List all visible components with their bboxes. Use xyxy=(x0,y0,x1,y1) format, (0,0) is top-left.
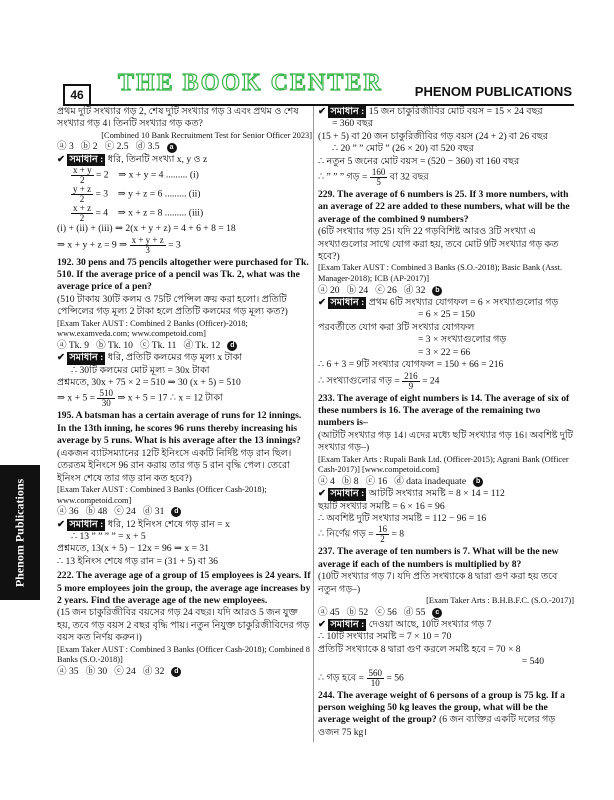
solution-line: প্রশ্নমতে, 13(x + 5) − 12x = 96 ⇒ x = 31 xyxy=(57,543,209,555)
side-tab-label: Phenom Publications xyxy=(12,478,27,587)
answer-badge: c xyxy=(432,608,442,618)
watermark: THE BOOK CENTER xyxy=(118,70,383,96)
publisher-name: PHENOM PUBLICATIONS xyxy=(414,84,572,99)
frac-den: 3 xyxy=(145,244,150,255)
solution-line: ধরি, তিনটি সংখ্যা x, y ও z xyxy=(107,153,208,165)
check-icon: ✔ xyxy=(57,352,66,364)
option-b: ⓑ 30 xyxy=(85,665,108,677)
question-source: [Exam Taker AUST : Combined 3 Banks (Officer Cash-2018); Combined 8 Banks (S.O.-2018)] xyxy=(57,644,310,665)
option-b: ⓑ 48 xyxy=(85,506,108,518)
check-icon: ✔ xyxy=(318,618,327,630)
question-number: 244. xyxy=(318,689,335,701)
question-229 xyxy=(318,189,574,390)
solution-line: = 540 xyxy=(521,656,544,668)
right-column xyxy=(318,106,574,741)
question-number: 195. xyxy=(57,410,74,422)
check-icon: ✔ xyxy=(57,153,66,165)
option-a: ⓐ 35 xyxy=(57,665,79,677)
options xyxy=(318,285,574,297)
solution-line: 15 জন চাকুরিজীবির মোট বয়স = 15 × 24 বছর xyxy=(368,106,543,117)
question-body: The average of 6 numbers is 25. If 3 more numbers, with an average of 22 are added to these numbers, what will be the average of the combined 9 numbers? xyxy=(318,189,570,225)
solution-line: = 360 বছর xyxy=(332,118,374,130)
question-bn: (একজন ব্যাটসম্যানের 12টি ইনিংসে একটি নির্দিষ্ট গড় রান ছিল। তেরতম ইনিংসে 96 রান করায় তার গড় 5 রান বৃদ্ধি পেল। তেরো ইনিংস শেষে তার গড় রান কত হবে?) xyxy=(57,447,292,484)
question-bn: (6টি সংখ্যার গড় 25। যদি 22 গড়বিশিষ্ট আরও 3টি সংখ্যা এ সংখ্যাগুলোর সাথে যোগ করা হয়, তবে মোট 9টি সংখ্যার গড় কত হবে?) xyxy=(318,226,559,263)
text: = 8 xyxy=(391,529,405,541)
solution-line xyxy=(318,525,574,544)
question-body: The average weight of 6 persons of a group is 75 kg. If a person weighing 50 kg leaves the group, what will be the average weight of the group? xyxy=(318,689,565,726)
check-icon: ✔ xyxy=(57,518,66,530)
solution xyxy=(57,154,312,166)
question-bn: (15 জন চাকুরিজীবির বয়সের গড় 24 বছর। যদি আরও 5 জন যুক্ত হয়, তবে গড় বয়স 2 বছর বৃদ্ধি পায়। নতুন নিযুক্ত চাকুরিজীবিদের গড় বয়স কত নির্ণয় করুন।) xyxy=(57,607,310,644)
solution-line: = 3 × সংখ্যাগুলোর গড় xyxy=(418,334,507,346)
eq-result: ⇒ y + z = 6 ......... (ii) xyxy=(117,188,201,200)
question-number: 233. xyxy=(318,392,335,404)
frac-num: 160 xyxy=(371,167,386,178)
question-number: 229. xyxy=(318,189,335,201)
options xyxy=(57,141,312,153)
solution xyxy=(57,519,312,531)
option-a: ⓐ 36 xyxy=(57,506,79,518)
option-a: ⓐ Tk. 9 xyxy=(57,339,90,351)
option-a: ⓐ 20 xyxy=(318,284,340,296)
text: = 24 xyxy=(422,375,440,387)
frac-den: 30 xyxy=(101,398,111,409)
frac-den: 2 xyxy=(79,194,85,205)
frac-num: x + z xyxy=(73,203,92,214)
solution-line: পরবর্তীতে যোগ করা 3টি সংখ্যার যোগফল xyxy=(318,321,475,333)
solution-line: প্রথম 6টি সংখ্যার যোগফল = 6 × সংখ্যাগুলোর গড় xyxy=(368,297,559,309)
solution-line: ∴ অবশিষ্ট দুটি সংখ্যার সমষ্টি = 112 − 96 = 16 xyxy=(318,512,487,524)
answer-badge: d xyxy=(171,667,181,677)
question-bn: (10টি সংখ্যার গড় 7। যদি প্রতি সংখ্যাকে 8 দ্বারা গুণ করা হয় তবে নতুন গড়–) xyxy=(318,571,558,595)
column-divider xyxy=(313,106,314,742)
answer-badge: a xyxy=(167,143,177,153)
options xyxy=(318,476,574,488)
solution-line: ধরি, 12 ইনিংস শেষে গড় রান = x xyxy=(107,518,230,530)
solution-line: ∴ 30টি কলমের মোট মূল্য = 30x টাকা xyxy=(71,364,210,376)
solution-line: ∴ 6 + 3 = 9টি সংখ্যার যোগফল = 150 + 66 = 216 xyxy=(318,359,504,371)
solution-line: (i) + (ii) + (iii) ⇒ 2(x + y + z) = 4 + 6 + 8 = 18 xyxy=(57,223,236,235)
question-source: [Exam Taker AUST : Combined 3 Banks (S.O.-2018); Basic Bank (Asst. Manager-2018); ICB (AP-2017)] xyxy=(318,263,563,284)
option-c: ⓒ 16 xyxy=(365,475,388,487)
text: ⇒ x + y + z = 9 ⇒ xyxy=(57,239,128,251)
option-d: ⓓ 55 xyxy=(403,606,426,618)
solution-line xyxy=(57,389,312,408)
question-192 xyxy=(57,257,312,409)
solution-line: ∴ 20 ” ” মোট ” (26 × 20) বা 520 বছর xyxy=(332,143,475,155)
question-bn: (510 টাকায় 30টি কলম ও 75টি পেন্সিল ক্রয় করা হলো। প্রতিটি পেন্সিলের গড় মূল্য 2 টাকা হলে প্রতিটি কলমের গড় মূল্য কত?) xyxy=(57,293,288,318)
eq-rhs: = 2 xyxy=(95,169,109,181)
question-237 xyxy=(318,546,574,687)
question-number: 192. xyxy=(57,256,74,268)
question-body: A batsman has a certain average of runs for 12 innings. In the 13th inning, he scores 96 runs thereby increasing his average by 5 runs. What is his average after the 13 innings? xyxy=(57,410,302,447)
options xyxy=(57,666,312,678)
eq-rhs: = 4 xyxy=(95,207,109,219)
solution-label: সমাধান : xyxy=(330,106,365,117)
frac-num: x + y + z xyxy=(131,234,164,245)
options xyxy=(57,340,312,352)
option-c: ⓒ 2.5 xyxy=(104,141,129,153)
solution-line: প্রতিটি সংখ্যাকে 8 দ্বারা গুণ করলে সমষ্টি হবে = 70 × 8 xyxy=(318,643,521,655)
question-text xyxy=(318,546,574,571)
frac-den: 2 xyxy=(79,213,85,224)
text: ⇒ x + 5 = 17 ∴ x = 12 টাকা xyxy=(117,393,223,405)
option-b: ⓑ 8 xyxy=(341,475,359,487)
text: = 56 xyxy=(386,672,404,684)
question-body: The average age of a group of 15 employees is 24 years. If 5 more employees join the group, the average age increases by 2 years. Find the average age of the new employees. xyxy=(57,570,311,606)
frac-num: 16 xyxy=(378,524,388,535)
solution-label: সমাধান : xyxy=(330,297,365,309)
equation-2 xyxy=(57,185,312,204)
solution-line: (15 + 5) বা 20 জন চাকুরিজীবির গড় বয়স (24 + 2) বা 26 বছর xyxy=(318,130,548,142)
frac-num: 560 xyxy=(368,667,382,678)
solution-line: ∴ 10টি সংখ্যার সমষ্টি = 7 × 10 = 70 xyxy=(318,631,452,643)
check-icon: ✔ xyxy=(318,297,327,309)
answer-badge: b xyxy=(473,477,483,487)
text: ⇒ x + 5 = xyxy=(57,393,96,405)
question-bn: (6 জন ব্যক্তির একটি দলের গড় ওজন 75 kg। xyxy=(318,714,556,738)
option-d: ⓓ 32 xyxy=(403,284,426,296)
answer-badge: d xyxy=(227,341,237,351)
option-d: ⓓ data inadequate xyxy=(394,475,467,487)
question-text: প্রথম দুটি সংখ্যার গড় 2, শেষ দুটি সংখ্যার গড় 3 এবং প্রথম ও শেষ সংখ্যার গড় 4। তিনটি সংখ্যার গড় কত? xyxy=(57,106,299,130)
option-d: ⓓ 32 xyxy=(142,665,165,677)
solution-line: ∴ 13 ” ” ” ” = x + 5 xyxy=(71,530,146,542)
solution-line: দেওয়া আছে, 10টি সংখ্যার গড় 7 xyxy=(368,618,492,630)
solution-line xyxy=(318,372,574,391)
answer-badge: b xyxy=(432,286,442,296)
solution-line: প্রশ্নমতে, 30x + 75 × 2 = 510 ⇒ 30 (x + 5) = 510 xyxy=(57,377,241,389)
solution xyxy=(318,297,574,309)
solution xyxy=(318,619,574,631)
frac-den: 2 xyxy=(80,175,85,186)
option-c: ⓒ 26 xyxy=(375,284,397,296)
frac-num: x + y xyxy=(73,165,92,176)
text: বা 32 বছর xyxy=(389,171,429,183)
solution-label: সমাধান : xyxy=(330,488,365,500)
options xyxy=(318,607,574,619)
question-text xyxy=(57,570,312,607)
solution-label: সমাধান : xyxy=(330,618,365,630)
eq-result: ⇒ x + y = 4 ......... (i) xyxy=(118,169,199,181)
check-icon: ✔ xyxy=(318,488,327,500)
question-q0 xyxy=(57,106,312,255)
question-244 xyxy=(318,690,574,740)
solution xyxy=(57,352,312,364)
option-b: ⓑ 2 xyxy=(80,141,98,153)
question-source: [Combined 10 Bank Recruitment Test for Senior Officer 2023] xyxy=(101,130,312,140)
option-c: ⓒ 24 xyxy=(114,665,136,677)
question-body: 30 pens and 75 pencils altogether were purchased for Tk. 510. If the average price of a pencil was Tk. 2, what was the average price of a pen? xyxy=(57,256,309,293)
options xyxy=(57,506,312,518)
frac-num: 216 xyxy=(404,370,418,381)
solution-line: ∴ নতুন 5 জনের মোট বয়স = (520 − 360) বা 160 বছর xyxy=(318,155,520,167)
solution-line xyxy=(318,669,574,688)
question-233 xyxy=(318,393,574,545)
frac-den: 2 xyxy=(380,534,385,545)
question-222 xyxy=(57,570,312,678)
left-column xyxy=(57,106,312,680)
option-a: ⓐ 4 xyxy=(318,475,335,487)
solution-label: সমাধান : xyxy=(69,518,104,530)
solution xyxy=(318,488,574,500)
option-b: ⓑ 52 xyxy=(346,606,369,618)
text: ∴ গড় হবে = xyxy=(318,672,365,684)
equation-3 xyxy=(57,204,312,223)
question-text xyxy=(318,189,574,226)
solution xyxy=(318,106,574,118)
option-c: ⓒ Tk. 11 xyxy=(139,339,177,351)
solution-line xyxy=(57,236,312,255)
side-tab xyxy=(0,465,40,600)
solution-line: ধরি, প্রতিটি কলমের গড় মূল্য x টাকা xyxy=(107,352,243,364)
option-b: ⓑ Tk. 10 xyxy=(96,339,133,351)
question-text xyxy=(318,393,574,430)
text: ∴ সংখ্যাগুলোর গড় = xyxy=(318,375,400,387)
solution-222 xyxy=(318,106,574,187)
frac-den: 5 xyxy=(376,177,381,188)
solution-line: আটটি সংখ্যার সমষ্টি = 8 × 14 = 112 xyxy=(368,488,505,500)
frac-num: 510 xyxy=(99,388,113,399)
question-text xyxy=(318,690,574,740)
question-source: [Exam Taker Arts : B.H.B.F.C. (S.O.-2017)] xyxy=(426,595,574,605)
equation-1 xyxy=(57,166,312,185)
text: ∴ ” ” ” গড় = xyxy=(318,171,368,183)
frac-den: 10 xyxy=(370,677,380,688)
question-number: 222. xyxy=(57,570,74,582)
question-source: [Exam Taker Arts : Rupali Bank Ltd. (Officer-2015); Agrani Bank (Officer Cash-2017)] [www.competoid.com] xyxy=(318,454,569,475)
frac-num: y + z xyxy=(73,184,92,195)
solution-label: সমাধান : xyxy=(69,352,104,364)
text: = 3 xyxy=(168,239,181,251)
question-number: 237. xyxy=(318,546,335,558)
question-source: [Exam Taker AUST : Combined 3 Banks (Officer Cash-2018); www.competoid.com] xyxy=(57,484,267,505)
option-a: ⓐ 45 xyxy=(318,606,340,618)
option-d: ⓓ 3.5 xyxy=(135,141,160,153)
option-c: ⓒ 24 xyxy=(114,506,136,518)
solution-line: = 3 × 22 = 66 xyxy=(418,346,471,358)
option-d: ⓓ 31 xyxy=(142,506,165,518)
question-text xyxy=(57,410,312,447)
option-d: ⓓ Tk. 12 xyxy=(183,339,221,351)
check-icon: ✔ xyxy=(318,106,327,117)
option-b: ⓑ 24 xyxy=(346,284,369,296)
question-195 xyxy=(57,410,312,568)
option-a: ⓐ 3 xyxy=(57,141,74,153)
question-text xyxy=(57,257,312,294)
answer-badge: d xyxy=(171,507,181,517)
question-body: The average of eight numbers is 14. The average of six of these numbers is 16. The average of the remaining two numbers is– xyxy=(318,392,570,429)
frac-den: 9 xyxy=(408,380,414,391)
solution-line: ছয়টি সংখ্যার সমষ্টি = 6 × 16 = 96 xyxy=(318,500,445,512)
solution-line: ∴ 13 ইনিংস শেষে গড় রান = (31 + 5) বা 36 xyxy=(57,555,218,567)
question-bn: (আটটি সংখ্যার গড় 14। এদের মধ্যে ছটি সংখ্যার গড় 16। অবশিষ্ট দুটি সংখ্যার গড়–) xyxy=(318,429,573,454)
text: ∴ নির্ণেয় গড় = xyxy=(318,529,374,541)
eq-result: ⇒ x + z = 8 ......... (iii) xyxy=(117,207,204,219)
question-source: [Exam Taker AUST : Combined 2 Banks (Officer)-2018; www.examveda.com; www.competoid.com] xyxy=(57,318,248,339)
solution-label: সমাধান : xyxy=(69,153,104,165)
question-body: The average of ten numbers is 7. What will be the new average if each of the numbers is multiplied by 8? xyxy=(318,546,559,570)
eq-rhs: = 3 xyxy=(95,188,109,200)
solution-line: = 6 × 25 = 150 xyxy=(418,309,476,321)
solution-line xyxy=(318,168,574,187)
option-c: ⓒ 56 xyxy=(375,606,397,618)
page-number: 46 xyxy=(63,84,91,106)
